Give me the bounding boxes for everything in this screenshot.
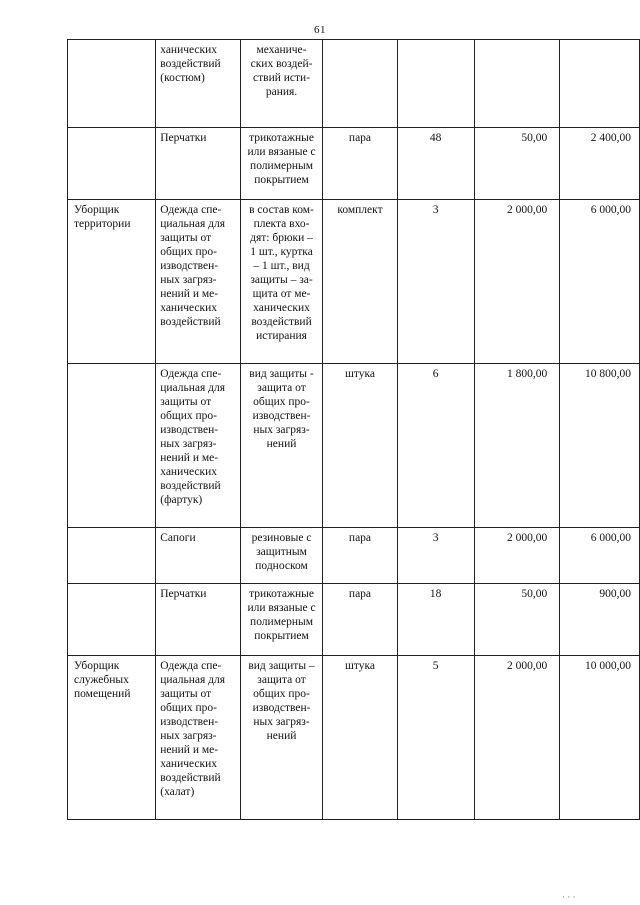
scan-mark: · · · bbox=[562, 892, 576, 902]
unit-cell: пара bbox=[323, 128, 397, 200]
description-cell: вид защиты - защита от общих про- изводствен- ных загряз- нений bbox=[240, 364, 323, 528]
price-cell bbox=[474, 40, 560, 128]
price-cell: 1 800,00 bbox=[474, 364, 560, 528]
position-cell: Уборщик территории bbox=[68, 200, 156, 364]
table-row bbox=[68, 528, 640, 584]
unit-cell: штука bbox=[323, 364, 397, 528]
total-cell: 6 000,00 bbox=[560, 200, 640, 364]
table-row bbox=[68, 656, 640, 820]
page-number: 61 bbox=[314, 24, 326, 36]
description-cell: трикотажные или вязаные с полимерным покрытием bbox=[240, 128, 323, 200]
total-cell: 2 400,00 bbox=[560, 128, 640, 200]
unit-cell: пара bbox=[323, 584, 397, 656]
quantity-cell: 6 bbox=[397, 364, 474, 528]
description-cell: резиновые с защитным подноском bbox=[240, 528, 323, 584]
price-cell: 50,00 bbox=[474, 584, 560, 656]
table-row bbox=[68, 200, 640, 364]
quantity-cell: 3 bbox=[397, 528, 474, 584]
quantity-cell: 5 bbox=[397, 656, 474, 820]
table-row bbox=[68, 40, 640, 128]
unit-cell: комплект bbox=[323, 200, 397, 364]
position-cell bbox=[68, 128, 156, 200]
item-name-cell: Одежда спе- циальная для защиты от общих про- изводствен- ных загряз- нений и ме- ханических воздействий (фартук) bbox=[156, 364, 240, 528]
description-cell: трикотажные или вязаные с полимерным покрытием bbox=[240, 584, 323, 656]
table-row bbox=[68, 128, 640, 200]
position-cell bbox=[68, 528, 156, 584]
quantity-cell: 18 bbox=[397, 584, 474, 656]
position-cell: Уборщик служебных помещений bbox=[68, 656, 156, 820]
description-cell: в состав ком- плекта вхо- дят: брюки – 1 шт., куртка – 1 шт., вид защиты – за- щита от ме- ханических воздействий истирания bbox=[240, 200, 323, 364]
table-container bbox=[67, 39, 640, 820]
total-cell: 900,00 bbox=[560, 584, 640, 656]
total-cell: 10 000,00 bbox=[560, 656, 640, 820]
price-cell: 2 000,00 bbox=[474, 200, 560, 364]
unit-cell: пара bbox=[323, 528, 397, 584]
unit-cell bbox=[323, 40, 397, 128]
unit-cell: штука bbox=[323, 656, 397, 820]
item-name-cell: ханических воздействий (костюм) bbox=[156, 40, 240, 128]
description-cell: вид защиты – защита от общих про- изводствен- ных загряз- нений bbox=[240, 656, 323, 820]
total-cell: 6 000,00 bbox=[560, 528, 640, 584]
item-name-cell: Перчатки bbox=[156, 128, 240, 200]
position-cell bbox=[68, 40, 156, 128]
table-row bbox=[68, 584, 640, 656]
total-cell: 10 800,00 bbox=[560, 364, 640, 528]
item-name-cell: Перчатки bbox=[156, 584, 240, 656]
price-cell: 50,00 bbox=[474, 128, 560, 200]
ppe-table bbox=[67, 39, 640, 820]
price-cell: 2 000,00 bbox=[474, 528, 560, 584]
item-name-cell: Одежда спе- циальная для защиты от общих про- изводствен- ных загряз- нений и ме- ханических воздействий bbox=[156, 200, 240, 364]
item-name-cell: Одежда спе- циальная для защиты от общих про- изводствен- ных загряз- нений и ме- ханических воздействий (халат) bbox=[156, 656, 240, 820]
position-cell bbox=[68, 584, 156, 656]
price-cell: 2 000,00 bbox=[474, 656, 560, 820]
total-cell bbox=[560, 40, 640, 128]
quantity-cell bbox=[397, 40, 474, 128]
position-cell bbox=[68, 364, 156, 528]
description-cell: механиче- ских воздей- ствий исти- рания. bbox=[240, 40, 323, 128]
quantity-cell: 3 bbox=[397, 200, 474, 364]
table-row bbox=[68, 364, 640, 528]
item-name-cell: Сапоги bbox=[156, 528, 240, 584]
quantity-cell: 48 bbox=[397, 128, 474, 200]
